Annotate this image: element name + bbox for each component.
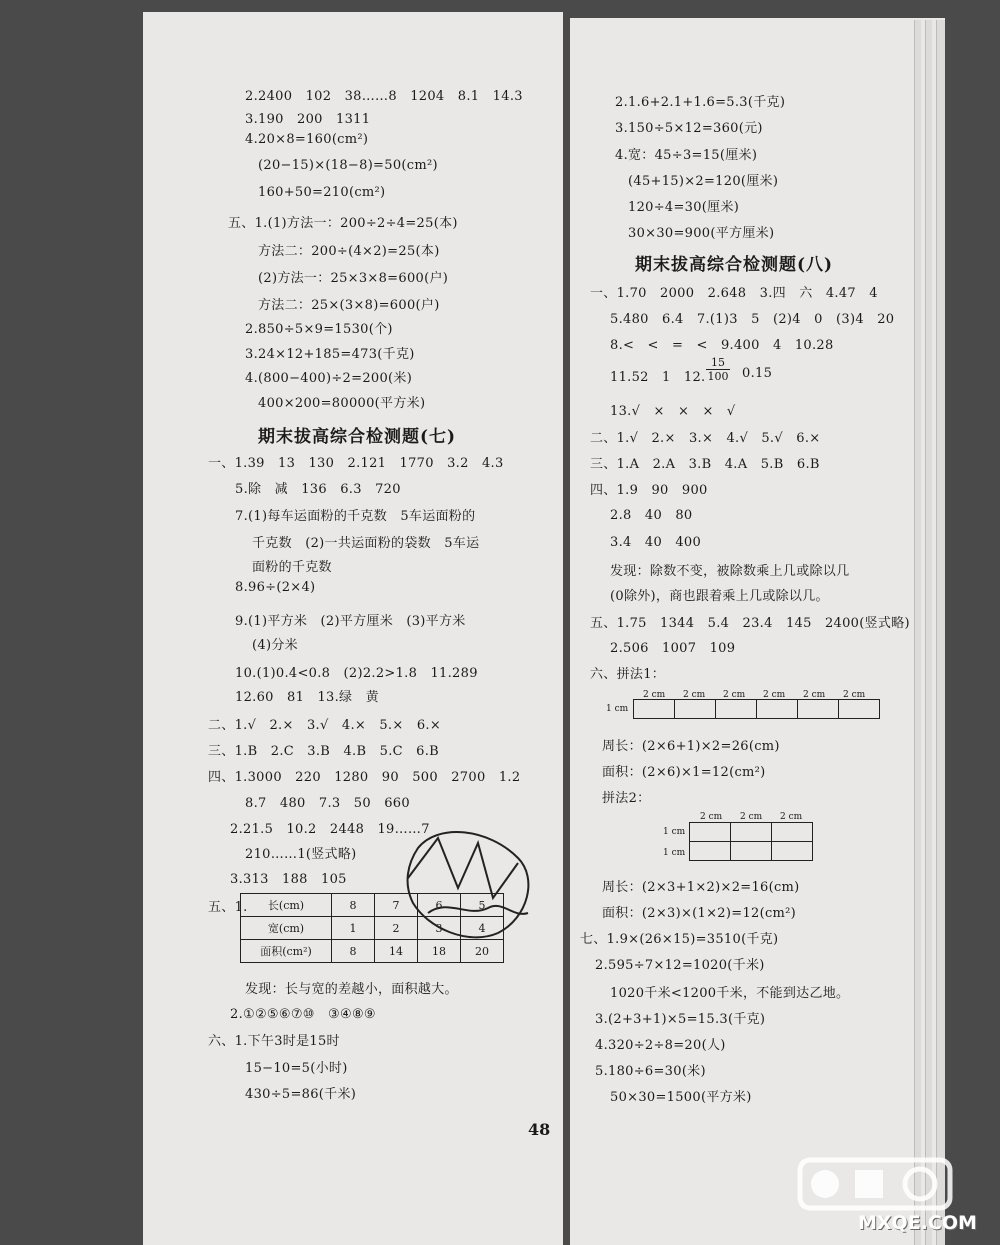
answer-line: 3.24×12+185=473(千克) bbox=[245, 347, 415, 362]
fraction-numerator: 15 bbox=[706, 356, 730, 370]
grid-cell bbox=[838, 699, 880, 719]
answer-line: 面积：(2×6)×1=12(cm²) bbox=[602, 765, 766, 780]
page-edge bbox=[936, 20, 945, 1245]
table-header: 宽(cm) bbox=[241, 917, 332, 940]
answer-line: 10.(1)0.4<0.8 (2)2.2>1.8 11.289 bbox=[235, 666, 478, 681]
unit-label: 1 cm bbox=[606, 704, 629, 714]
answer-line: 30×30=900(平方厘米) bbox=[628, 226, 775, 241]
grid-row bbox=[690, 842, 813, 861]
answer-line: 五、1.(1)方法一：200÷2÷4=25(本) bbox=[228, 216, 458, 231]
answer-line: 1020千米<1200千米，不能到达乙地。 bbox=[610, 986, 850, 1001]
answer-line: 5.480 6.4 7.(1)3 5 (2)4 0 (3)4 20 bbox=[610, 312, 895, 327]
unit-label: 2 cm bbox=[700, 812, 723, 822]
answer-line: 二、1.√ 2.× 3.√ 4.× 5.× 6.× bbox=[208, 718, 442, 733]
answer-line: 2.21.5 10.2 2448 19……7 bbox=[230, 822, 430, 837]
answer-line: 3.150÷5×12=360(元) bbox=[615, 121, 763, 136]
table-cell: 4 bbox=[461, 917, 504, 940]
table-cell: 1 bbox=[332, 917, 375, 940]
answer-line: 七、1.9×(26×15)=3510(千克) bbox=[580, 932, 779, 947]
grid-cell bbox=[674, 699, 716, 719]
grid-cell bbox=[756, 699, 798, 719]
grid-cell bbox=[633, 699, 675, 719]
answer-line: 拼法2： bbox=[602, 791, 651, 806]
answer-line: 一、1.70 2000 2.648 3.四 六 4.47 4 bbox=[590, 286, 878, 301]
answer-line: 三、1.A 2.A 3.B 4.A 5.B 6.B bbox=[590, 457, 820, 472]
unit-label: 1 cm bbox=[663, 827, 686, 837]
unit-label: 2 cm bbox=[843, 690, 866, 700]
section-heading: 期末拔高综合检测题(八) bbox=[635, 255, 834, 275]
answer-line: 2.8 40 80 bbox=[610, 508, 693, 523]
answer-line: 2.1.6+2.1+1.6=5.3(千克) bbox=[615, 95, 786, 110]
answer-line: 430÷5=86(千米) bbox=[245, 1087, 357, 1102]
answer-line: 4.宽：45÷3=15(厘米) bbox=[615, 148, 758, 163]
answer-line: 0.15 bbox=[742, 366, 773, 381]
answer-line: 2.850÷5×9=1530(个) bbox=[245, 322, 393, 337]
answer-line: 周长：(2×3+1×2)×2=16(cm) bbox=[602, 880, 800, 895]
answer-line: (20−15)×(18−8)=50(cm²) bbox=[258, 158, 438, 173]
answer-line: 8.96÷(2×4) bbox=[235, 580, 316, 595]
table-cell: 14 bbox=[375, 940, 418, 963]
table-cell: 7 bbox=[375, 894, 418, 917]
table-cell: 6 bbox=[418, 894, 461, 917]
answer-line: 8.< < = < 9.400 4 10.28 bbox=[610, 338, 834, 353]
unit-label: 1 cm bbox=[663, 848, 686, 858]
answer-line: 5.180÷6=30(米) bbox=[595, 1064, 706, 1079]
section-heading: 期末拔高综合检测题(七) bbox=[258, 427, 457, 447]
answer-line: 50×30=1500(平方米) bbox=[610, 1090, 752, 1105]
handwritten-scribble bbox=[398, 818, 548, 948]
grid-cell bbox=[730, 822, 772, 842]
answer-line: 160+50=210(cm²) bbox=[258, 185, 386, 200]
answer-line: 4.20×8=160(cm²) bbox=[245, 132, 369, 147]
table-cell: 2 bbox=[375, 917, 418, 940]
answer-line: (0除外)，商也跟着乘上几或除以几。 bbox=[610, 589, 829, 604]
table-header: 面积(cm²) bbox=[241, 940, 332, 963]
page-edge bbox=[914, 20, 921, 1245]
grid-cell bbox=[797, 699, 839, 719]
answer-line: 12.60 81 13.绿 黄 bbox=[235, 690, 379, 705]
answer-line: 120÷4=30(厘米) bbox=[628, 200, 740, 215]
grid-row bbox=[690, 823, 813, 842]
answer-line: 一、1.39 13 130 2.121 1770 3.2 4.3 bbox=[208, 456, 504, 471]
grid-cell bbox=[715, 699, 757, 719]
answer-line: 3.190 200 1311 bbox=[245, 112, 371, 127]
table-cell: 20 bbox=[461, 940, 504, 963]
grid-cell bbox=[689, 822, 731, 842]
answer-line: 千克数 (2)一共运面粉的袋数 5车运 bbox=[252, 536, 480, 551]
answer-line: 方法二：200÷(4×2)=25(本) bbox=[258, 244, 440, 259]
table-cell: 8 bbox=[332, 940, 375, 963]
rectangle-grid-2 bbox=[690, 823, 813, 861]
page-number: 48 bbox=[528, 1120, 551, 1139]
table-cell: 5 bbox=[461, 894, 504, 917]
unit-label: 2 cm bbox=[740, 812, 763, 822]
unit-label: 2 cm bbox=[780, 812, 803, 822]
answer-line: 四、1.3000 220 1280 90 500 2700 1.2 bbox=[208, 770, 521, 785]
answer-line: 400×200=80000(平方米) bbox=[258, 396, 426, 411]
answer-line: 2.①②⑤⑥⑦⑩ ③④⑧⑨ bbox=[230, 1007, 376, 1022]
answer-line: 三、1.B 2.C 3.B 4.B 5.C 6.B bbox=[208, 744, 440, 759]
answer-line: 9.(1)平方米 (2)平方厘米 (3)平方米 bbox=[235, 614, 466, 629]
table-cell: 8 bbox=[332, 894, 375, 917]
answer-line: 五、1.75 1344 5.4 23.4 145 2400(竖式略) bbox=[590, 616, 910, 631]
answer-line: 11.52 1 12. bbox=[610, 370, 706, 385]
answer-line: 8.7 480 7.3 50 660 bbox=[245, 796, 410, 811]
question-number: 五、1. bbox=[208, 900, 248, 915]
answer-line: 15−10=5(小时) bbox=[245, 1061, 348, 1076]
answer-line: 5.除 减 136 6.3 720 bbox=[235, 482, 401, 497]
rectangle-grid-1 bbox=[634, 700, 880, 719]
answer-line: 方法二：25×(3×8)=600(户) bbox=[258, 298, 440, 313]
answer-line: 2.506 1007 109 bbox=[610, 641, 736, 656]
answer-line: (45+15)×2=120(厘米) bbox=[628, 174, 779, 189]
watermark-text: MXQE.COM bbox=[858, 1212, 977, 1234]
grid-cell bbox=[730, 841, 772, 861]
answer-line: 发现：除数不变，被除数乘上几或除以几 bbox=[610, 564, 850, 579]
unit-label: 2 cm bbox=[803, 690, 826, 700]
answer-line: 4.(800−400)÷2=200(米) bbox=[245, 371, 413, 386]
answer-line: 四、1.9 90 900 bbox=[590, 483, 708, 498]
unit-label: 2 cm bbox=[763, 690, 786, 700]
fraction bbox=[706, 356, 730, 383]
grid-row bbox=[634, 700, 880, 719]
answer-line: 3.4 40 400 bbox=[610, 535, 702, 550]
answer-line: (4)分米 bbox=[252, 638, 298, 653]
answer-line: 面粉的千克数 bbox=[252, 560, 332, 575]
answer-line: 二、1.√ 2.× 3.× 4.√ 5.√ 6.× bbox=[590, 431, 821, 446]
answer-line: 周长：(2×6+1)×2=26(cm) bbox=[602, 739, 780, 754]
answer-line: 2.2400 102 38……8 1204 8.1 14.3 bbox=[245, 89, 523, 104]
unit-label: 2 cm bbox=[723, 690, 746, 700]
answer-line: 3.313 188 105 bbox=[230, 872, 347, 887]
grid-cell bbox=[689, 841, 731, 861]
answer-line: 2.595÷7×12=1020(千米) bbox=[595, 958, 765, 973]
unit-label: 2 cm bbox=[683, 690, 706, 700]
answer-line: 发现：长与宽的差越小，面积越大。 bbox=[245, 982, 458, 997]
fraction-denominator: 100 bbox=[707, 370, 729, 383]
answer-line: 3.(2+3+1)×5=15.3(千克) bbox=[595, 1012, 766, 1027]
table-header: 长(cm) bbox=[241, 894, 332, 917]
grid-cell bbox=[771, 822, 813, 842]
answer-line: (2)方法一：25×3×8=600(户) bbox=[258, 271, 449, 286]
answer-line: 六、拼法1： bbox=[590, 667, 666, 682]
answer-line: 7.(1)每车运面粉的千克数 5车运面粉的 bbox=[235, 509, 476, 524]
table-cell: 18 bbox=[418, 940, 461, 963]
answer-line: 4.320÷2÷8=20(人) bbox=[595, 1038, 726, 1053]
answer-line: 六、1.下午3时是15时 bbox=[208, 1034, 340, 1049]
answer-line: 210……1(竖式略) bbox=[245, 847, 357, 862]
unit-label: 2 cm bbox=[643, 690, 666, 700]
table-cell: 3 bbox=[418, 917, 461, 940]
page-edge bbox=[925, 20, 932, 1245]
grid-cell bbox=[771, 841, 813, 861]
answer-line: 面积：(2×3)×(1×2)=12(cm²) bbox=[602, 906, 797, 921]
answer-line: 13.√ × × × √ bbox=[610, 404, 736, 419]
